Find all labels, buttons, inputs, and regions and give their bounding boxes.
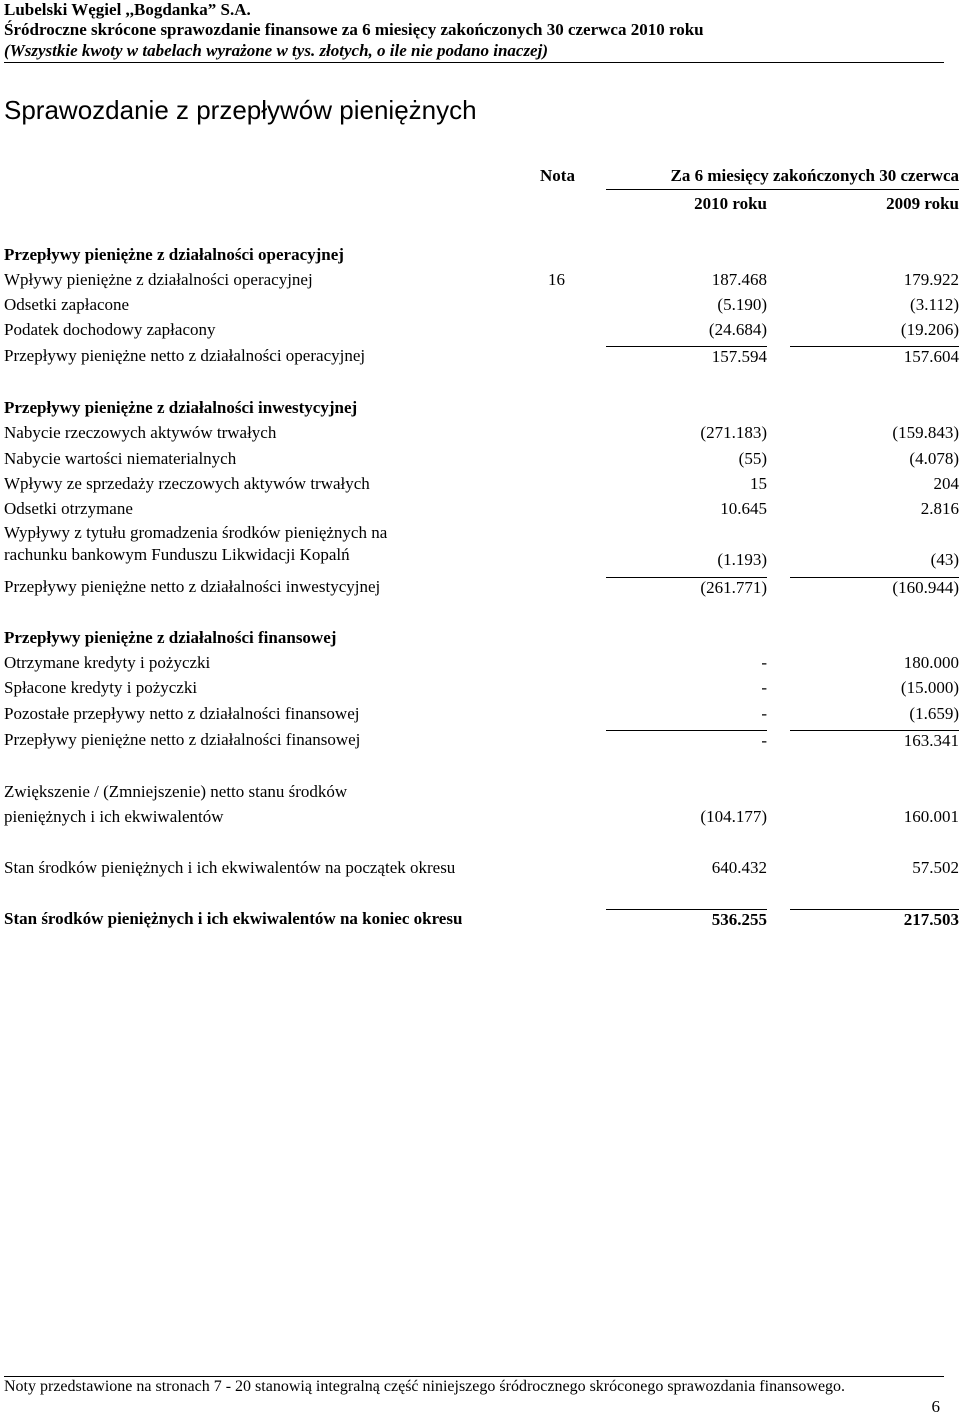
value-2010: (261.771) — [606, 577, 767, 598]
value-2009: 179.922 — [903, 270, 959, 289]
value-2010: 157.594 — [606, 346, 767, 367]
period-column-header: Za 6 miesięcy zakończonych 30 czerwca — [670, 166, 959, 185]
value-2010: (271.183) — [700, 423, 767, 442]
row-label-line1: Zwiększenie / (Zmniejszenie) netto stanu środków — [4, 782, 348, 801]
value-2010: 10.645 — [720, 499, 767, 518]
value-2009: (3.112) — [910, 295, 959, 314]
row-label: Wpływy pieniężne z działalności operacyjnej — [4, 270, 313, 289]
row-label: Spłacone kredyty i pożyczki — [4, 678, 198, 697]
value-2010: (24.684) — [708, 320, 767, 339]
row-label: Odsetki zapłacone — [4, 295, 130, 314]
value-2009: 160.001 — [903, 807, 959, 826]
value-2010: 187.468 — [711, 270, 767, 289]
amounts-note: (Wszystkie kwoty w tabelach wyrażone w tys. złotych, o ile nie podano inaczej) — [4, 41, 548, 60]
value-2009: (43) — [930, 550, 959, 569]
row-label: Otrzymane kredyty i pożyczki — [4, 653, 211, 672]
row-label: Stan środków pieniężnych i ich ekwiwalentów na koniec okresu — [4, 909, 463, 928]
value-2009: (159.843) — [892, 423, 959, 442]
value-2010: - — [761, 704, 767, 723]
value-2009: (15.000) — [900, 678, 959, 697]
row-label: Podatek dochodowy zapłacony — [4, 320, 216, 339]
value-2010: (104.177) — [700, 807, 767, 826]
operating-section-heading: Przepływy pieniężne z działalności operacyjnej — [4, 245, 344, 264]
value-2009: 2.816 — [920, 499, 959, 518]
value-2010: 15 — [750, 474, 767, 493]
value-2009: 180.000 — [903, 653, 959, 672]
value-2010: - — [761, 653, 767, 672]
value-2010: (55) — [738, 449, 767, 468]
value-2010: (5.190) — [717, 295, 767, 314]
period-header-underline — [606, 189, 959, 190]
page-number: 6 — [931, 1397, 940, 1416]
value-2009: 57.502 — [912, 858, 959, 877]
row-label: Przepływy pieniężne netto z działalności operacyjnej — [4, 346, 366, 365]
financing-section-heading: Przepływy pieniężne z działalności finansowej — [4, 628, 337, 647]
investing-section-heading: Przepływy pieniężne z działalności inwestycyjnej — [4, 398, 358, 417]
value-2009: 157.604 — [790, 346, 959, 367]
row-label: Stan środków pieniężnych i ich ekwiwalentów na początek okresu — [4, 858, 456, 877]
nota-column-header: Nota — [540, 166, 575, 185]
year-2009-header: 2009 roku — [886, 194, 959, 213]
row-label: Nabycie wartości niematerialnych — [4, 449, 237, 468]
value-2010: (1.193) — [717, 550, 767, 569]
row-label: Przepływy pieniężne netto z działalności inwestycyjnej — [4, 577, 381, 596]
value-2009: (19.206) — [900, 320, 959, 339]
row-label-line1: Wypływy z tytułu gromadzenia środków pieniężnych na — [4, 523, 388, 542]
value-2010: 536.255 — [606, 909, 767, 930]
row-label: Odsetki otrzymane — [4, 499, 133, 518]
value-2009: 204 — [933, 474, 959, 493]
year-2010-header: 2010 roku — [694, 194, 767, 213]
value-2010: - — [606, 730, 767, 751]
footer-divider — [4, 1376, 944, 1377]
row-label-line2: rachunku bankowym Funduszu Likwidacji Kopalń — [4, 545, 350, 564]
row-label: Wpływy ze sprzedaży rzeczowych aktywów trwałych — [4, 474, 370, 493]
row-label: Nabycie rzeczowych aktywów trwałych — [4, 423, 277, 442]
value-2009: 163.341 — [790, 730, 959, 751]
company-name: Lubelski Węgiel ,,Bogdanka” S.A. — [4, 0, 251, 19]
report-title: Śródroczne skrócone sprawozdanie finansowe za 6 miesięcy zakończonych 30 czerwca 2010 roku — [4, 20, 704, 39]
row-nota: 16 — [548, 270, 565, 289]
row-label-line2: pieniężnych i ich ekwiwalentów — [4, 807, 224, 826]
footer-note: Noty przedstawione na stronach 7 - 20 stanowią integralną część niniejszego śródrocznego skróconego sprawozdania finansowego. — [4, 1378, 846, 1395]
row-label: Przepływy pieniężne netto z działalności finansowej — [4, 730, 361, 749]
value-2009: (160.944) — [790, 577, 959, 598]
value-2010: 640.432 — [711, 858, 767, 877]
value-2009: 217.503 — [790, 909, 959, 930]
value-2010: - — [761, 678, 767, 697]
row-label: Pozostałe przepływy netto z działalności finansowej — [4, 704, 360, 723]
value-2009: (4.078) — [909, 449, 959, 468]
value-2009: (1.659) — [909, 704, 959, 723]
statement-title: Sprawozdanie z przepływów pieniężnych — [4, 95, 477, 125]
header-divider — [4, 62, 944, 63]
